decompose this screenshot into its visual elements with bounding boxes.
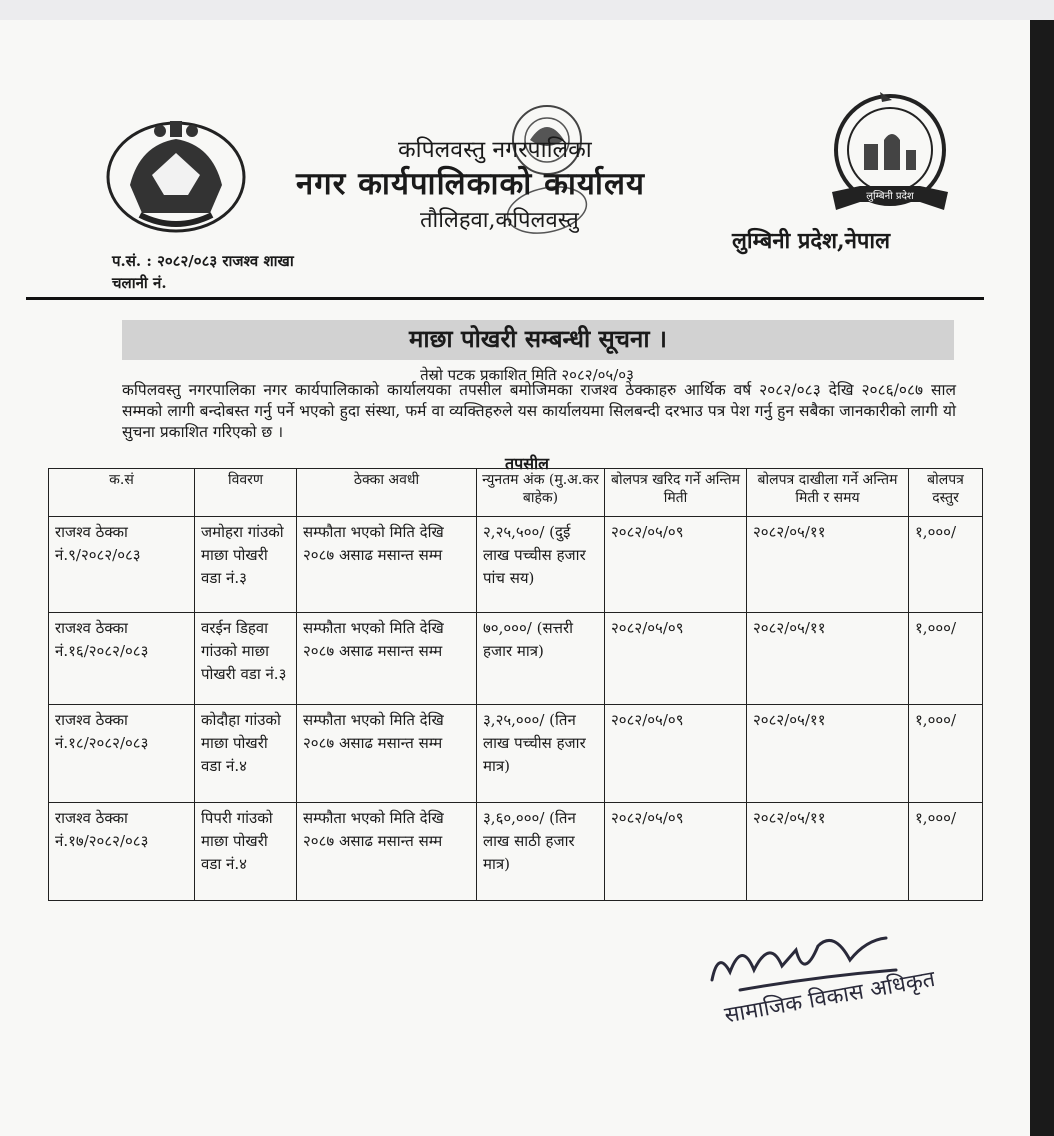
nepal-emblem-icon bbox=[100, 115, 252, 237]
dark-edge bbox=[1030, 20, 1054, 1136]
notice-title: माछा पोखरी सम्बन्धी सूचना । bbox=[409, 324, 667, 353]
reference-number: प.सं. : २०८२/०८३ राजश्व शाखा bbox=[112, 252, 294, 270]
col-header-fee: बोलपत्र दस्तुर bbox=[909, 469, 983, 517]
cell-description: जमोहरा गांउको माछा पोखरी वडा नं.३ bbox=[195, 517, 297, 613]
cell-fee: १,०००/ bbox=[909, 803, 983, 901]
cell-period: सम्फौता भएको मिति देखि २०८७ असाढ मसान्त सम्म bbox=[297, 803, 477, 901]
table-header-row bbox=[49, 469, 983, 517]
cell-purchase-date: २०८२/०५/०९ bbox=[605, 705, 747, 803]
cell-min-amount: ३,६०,०००/ (तिन लाख साठी हजार मात्र) bbox=[477, 803, 605, 901]
cell-contract-no: राजश्व ठेक्का नं.१६/२०८२/०८३ bbox=[49, 613, 195, 705]
cell-purchase-date: २०८२/०५/०९ bbox=[605, 803, 747, 901]
cell-description: कोदौहा गांउको माछा पोखरी वडा नं.४ bbox=[195, 705, 297, 803]
col-header-description: विवरण bbox=[195, 469, 297, 517]
cell-submit-date: २०८२/०५/११ bbox=[747, 705, 909, 803]
tender-table bbox=[48, 468, 983, 901]
col-header-min-amount: न्युनतम अंक (मु.अ.कर बाहेक) bbox=[477, 469, 605, 517]
lumbini-province-seal-icon bbox=[820, 88, 965, 223]
notice-body: कपिलवस्तु नगरपालिका नगर कार्यपालिकाको कार्यालयका तपसील बमोजिमका राजश्व ठेक्काहरु आर्थिक वर्ष २०८२/०८३ देखि २०८६/०८७ साल सम्मको लागी बन्दोबस्त गर्नु पर्ने भएको हुदा संस्था, फर्म वा व्यक्तिहरुले यस कार्यालयमा सिलबन्दी दरभाउ पत्र पेश गर्नु हुन सबैका जानकारीको लागी यो सुचना प्रकाशित गरिएको छ । bbox=[122, 381, 956, 441]
cell-period: सम्फौता भएको मिति देखि २०८७ असाढ मसान्त सम्म bbox=[297, 613, 477, 705]
col-header-submit-deadline: बोलपत्र दाखीला गर्ने अन्तिम मिती र समय bbox=[747, 469, 909, 517]
table-row bbox=[49, 803, 983, 901]
office-name: नगर कार्यपालिकाको कार्यालय bbox=[296, 166, 645, 202]
cell-contract-no: राजश्व ठेक्का नं.१७/२०८२/०८३ bbox=[49, 803, 195, 901]
table-row bbox=[49, 517, 983, 613]
cell-description: पिपरी गांउको माछा पोखरी वडा नं.४ bbox=[195, 803, 297, 901]
office-location: तौलिहवा,कपिलवस्तु bbox=[420, 208, 579, 233]
col-header-period: ठेक्का अवधी bbox=[297, 469, 477, 517]
table-row bbox=[49, 613, 983, 705]
cell-period: सम्फौता भएको मिति देखि २०८७ असाढ मसान्त सम्म bbox=[297, 517, 477, 613]
cell-fee: १,०००/ bbox=[909, 705, 983, 803]
cell-contract-no: राजश्व ठेक्का नं.९/२०८२/०८३ bbox=[49, 517, 195, 613]
col-header-purchase-deadline: बोलपत्र खरिद गर्ने अन्तिम मिती bbox=[605, 469, 747, 517]
cell-submit-date: २०८२/०५/११ bbox=[747, 613, 909, 705]
cell-fee: १,०००/ bbox=[909, 517, 983, 613]
table-label: तपसील bbox=[504, 454, 550, 473]
cell-purchase-date: २०८२/०५/०९ bbox=[605, 517, 747, 613]
cell-period: सम्फौता भएको मिति देखि २०८७ असाढ मसान्त सम्म bbox=[297, 705, 477, 803]
cell-min-amount: ३,२५,०००/ (तिन लाख पच्चीस हजार मात्र) bbox=[477, 705, 605, 803]
top-band bbox=[0, 0, 1054, 22]
cell-purchase-date: २०८२/०५/०९ bbox=[605, 613, 747, 705]
header-divider bbox=[26, 297, 984, 300]
municipality-name: कपिलवस्तु नगरपालिका bbox=[398, 137, 592, 163]
table-row bbox=[49, 705, 983, 803]
dispatch-number: चलानी नं. bbox=[112, 274, 167, 292]
reference-block bbox=[112, 250, 294, 294]
province-label: लुम्बिनी प्रदेश,नेपाल bbox=[732, 228, 891, 254]
cell-submit-date: २०८२/०५/११ bbox=[747, 517, 909, 613]
svg-text:लुम्बिनी प्रदेश: लुम्बिनी प्रदेश bbox=[866, 191, 914, 202]
cell-min-amount: २,२५,५००/ (दुई लाख पच्चीस हजार पांच सय) bbox=[477, 517, 605, 613]
cell-fee: १,०००/ bbox=[909, 613, 983, 705]
cell-description: वरईन डिहवा गांउको माछा पोखरी वडा नं.३ bbox=[195, 613, 297, 705]
cell-submit-date: २०८२/०५/११ bbox=[747, 803, 909, 901]
notice-subtitle: तेस्रो पटक प्रकाशित मिति २०८२/०५/०३ bbox=[420, 366, 634, 384]
cell-contract-no: राजश्व ठेक्का नं.१८/२०८२/०८३ bbox=[49, 705, 195, 803]
col-header-sn: क.सं bbox=[49, 469, 195, 517]
signatory-title: सामाजिक विकास अधिकृत bbox=[722, 966, 937, 1029]
cell-min-amount: ७०,०००/ (सत्तरी हजार मात्र) bbox=[477, 613, 605, 705]
